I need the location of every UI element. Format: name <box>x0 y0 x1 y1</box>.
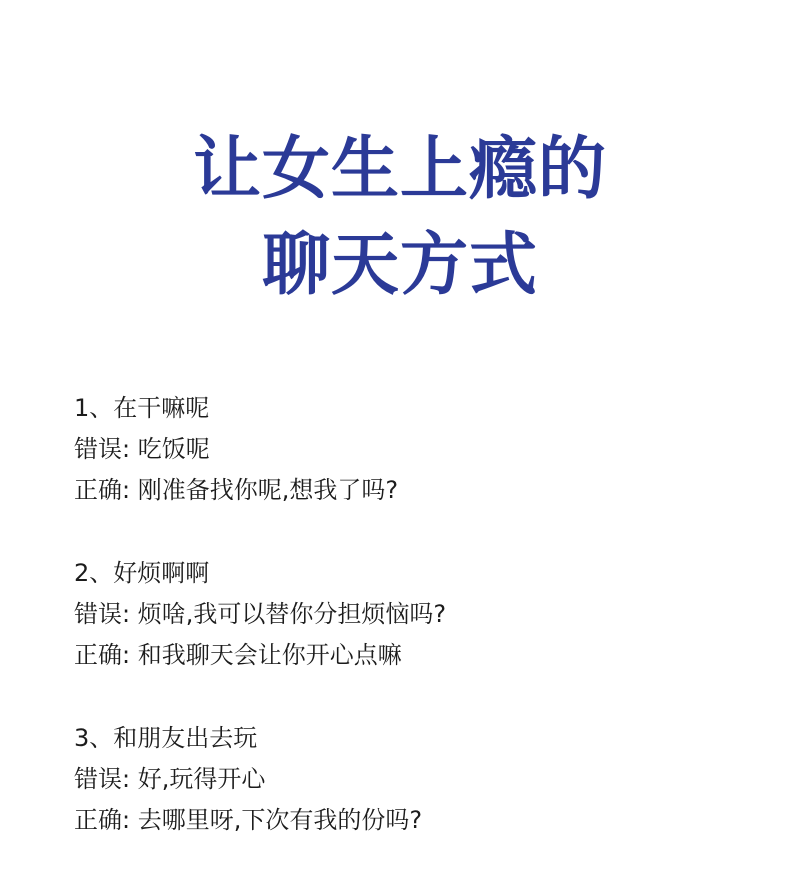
tip-section-3 <box>74 718 774 841</box>
tip-section-2 <box>74 553 774 676</box>
tips-list <box>74 388 774 883</box>
page-title-line-1: 让女生上瘾的 <box>192 130 607 209</box>
tip-heading: 3、和朋友出去玩 <box>74 724 258 752</box>
page-title-line-2: 聊天方式 <box>261 226 538 305</box>
tip-wrong-answer: 错误: 烦啥,我可以替你分担烦恼吗? <box>74 600 447 628</box>
tip-right-answer: 正确: 去哪里呀,下次有我的份吗? <box>74 806 423 834</box>
tip-wrong-answer: 错误: 吃饭呢 <box>74 435 210 463</box>
tip-right-answer: 正确: 和我聊天会让你开心点嘛 <box>74 641 402 669</box>
tip-heading: 1、在干嘛呢 <box>74 394 210 422</box>
tip-section-1 <box>74 388 774 511</box>
tip-right-answer: 正确: 刚准备找你呢,想我了吗? <box>74 476 399 504</box>
tip-wrong-answer: 错误: 好,玩得开心 <box>74 765 266 793</box>
tip-heading: 2、好烦啊啊 <box>74 559 210 587</box>
